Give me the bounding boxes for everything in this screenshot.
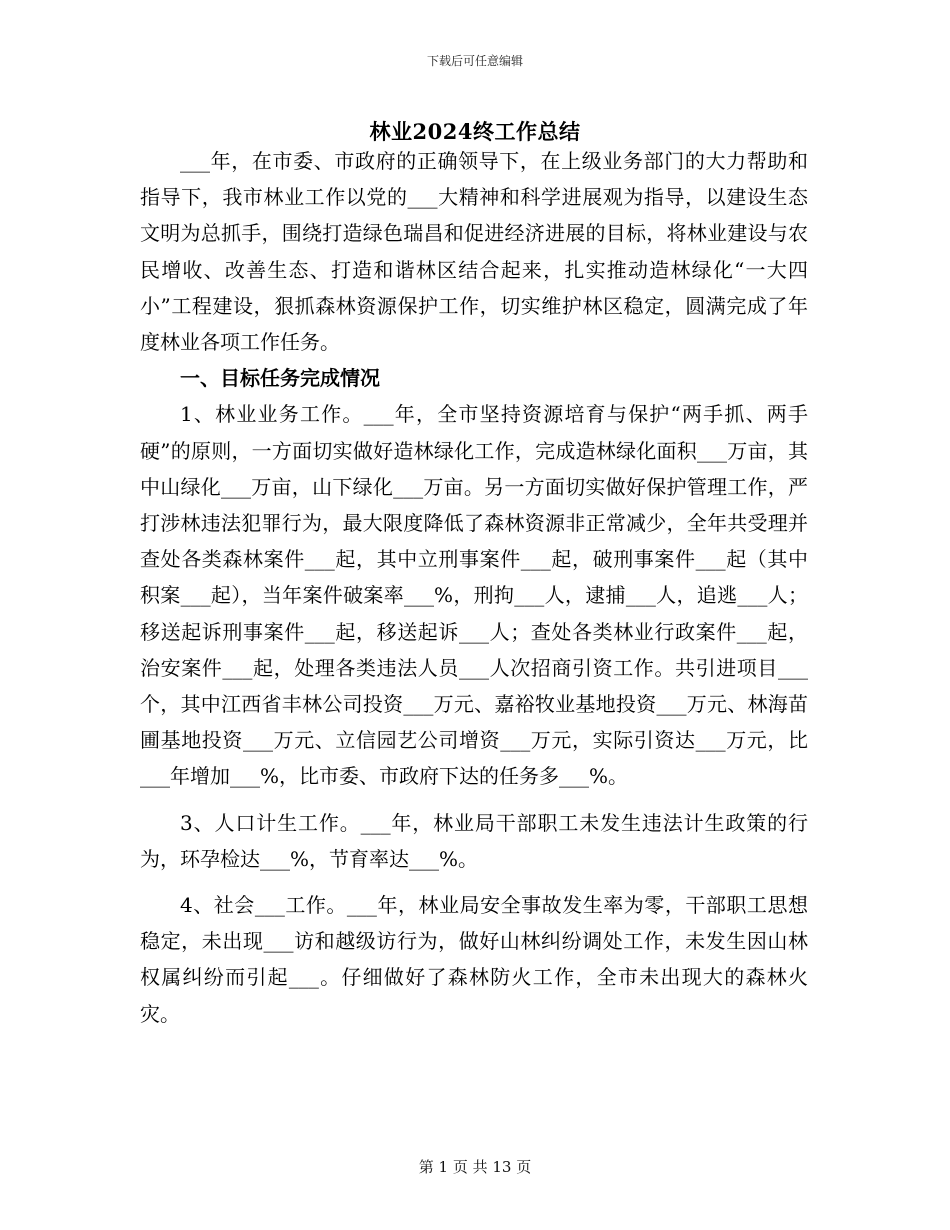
document-title: 林业2024终工作总结 (369, 119, 581, 144)
intro-paragraph: ___年，在市委、市政府的正确领导下，在上级业务部门的大力帮助和指导下，我市林业工作以党的___大精神和科学进展观为指导，以建设生态文明为总抓手，围绕打造绿色瑞昌和促进经济进展的目标，将林业建设与农民增收、改善生态、打造和谐林区结合起来，扎实推动造林绿化“一大四小”工程建设，狠抓森林资源保护工作，切实维护林区稳定，圆满完成了年度林业各项工作任务。 (140, 149, 808, 355)
paragraph-social-work: 4、社会___工作。___年，林业局安全事故发生率为零，干部职工思想稳定，未出现___访和越级访行为，做好山林纠纷调处工作，未发生因山林权属纠纷而引起___。仔细做好了森林防火工作，全市未出现大的森林火灾。 (140, 893, 808, 1026)
section-heading-goals: 一、目标任务完成情况 (180, 366, 380, 391)
paragraph-population-planning: 3、人口计生工作。___年，林业局干部职工未发生违法计生政策的行为，环孕检达___%，节育率达___%。 (140, 810, 808, 871)
page-number: 第 1 页 共 13 页 (418, 1158, 532, 1176)
document-body (140, 143, 808, 1032)
paragraph-forestry-business: 1、林业业务工作。___年，全市坚持资源培育与保护“两手抓、两手硬”的原则，一方面切实做好造林绿化工作，完成造林绿化面积___万亩，其中山绿化___万亩，山下绿化___万亩。另一方面切实做好保护管理工作，严打涉林违法犯罪行为，最大限度降低了森林资源非正常减少，全年共受理并查处各类森林案件___起，其中立刑事案件___起，破刑事案件___起（其中积案___起），当年案件破案率___%，刑拘___人，逮捕___人，追逃___人；移送起诉刑事案件___起，移送起诉___人；查处各类林业行政案件___起，治安案件___起，处理各类违法人员___人次招商引资工作。共引进项目___个，其中江西省丰林公司投资___万元、嘉裕牧业基地投资___万元、林海苗圃基地投资___万元、立信园艺公司增资___万元，实际引资达___万元，比___年增加___%，比市委、市政府下达的任务多___%。 (140, 402, 808, 789)
page-header-note: 下载后可任意编辑 (426, 54, 523, 68)
